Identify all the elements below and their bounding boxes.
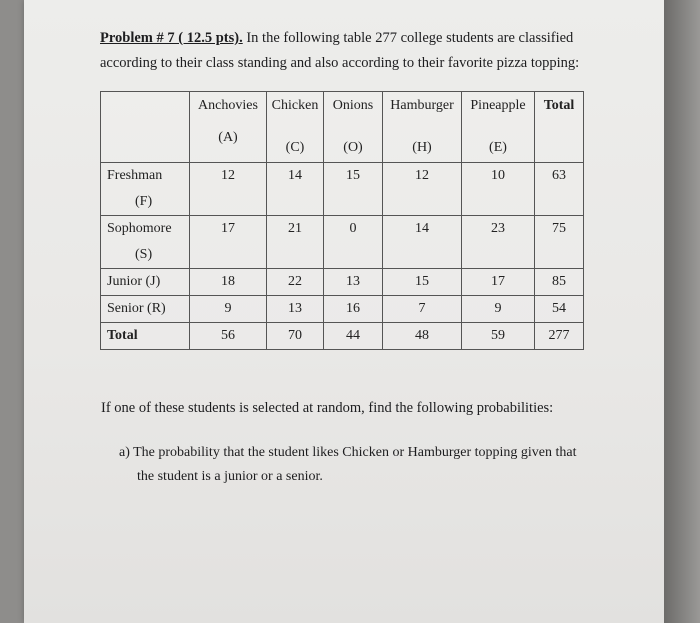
row-sophomore-abbr: (S) xyxy=(135,247,153,262)
row-total-name: Total xyxy=(107,328,138,343)
table-cell: 13 xyxy=(324,269,383,296)
header-chicken-name: Chicken xyxy=(271,98,319,113)
table-cell-grand-total: 277 xyxy=(535,323,584,350)
header-onions-name: Onions xyxy=(332,98,374,113)
table-cell: 48 xyxy=(383,323,462,350)
table-cell: 70 xyxy=(267,323,324,350)
question-a-text: a) The probability that the student likes Chicken or Hamburger topping given that the student is a junior or a senior. xyxy=(119,445,577,484)
table-cell-total: 75 xyxy=(535,216,584,269)
header-hamburger xyxy=(383,92,462,163)
row-freshman-name: Freshman xyxy=(107,168,163,183)
header-corner-cell xyxy=(101,92,190,163)
header-pineapple xyxy=(462,92,535,163)
table-row-senior xyxy=(101,296,584,323)
table-cell: 59 xyxy=(462,323,535,350)
row-junior-name: Junior (J) xyxy=(107,274,161,289)
table-cell: 17 xyxy=(462,269,535,296)
table-cell-total: 63 xyxy=(535,163,584,216)
row-label-total xyxy=(101,323,190,350)
header-anchovies-abbr: (A) xyxy=(218,130,238,145)
table-header-row xyxy=(101,92,584,163)
table-cell: 14 xyxy=(383,216,462,269)
header-onions xyxy=(324,92,383,163)
table-row-sophomore xyxy=(101,216,584,269)
table-row-junior xyxy=(101,269,584,296)
background-shadow xyxy=(664,0,700,623)
row-label-freshman xyxy=(101,163,190,216)
table-row-total xyxy=(101,323,584,350)
table-cell: 22 xyxy=(267,269,324,296)
questions-intro: If one of these students is selected at random, find the following probabilities: xyxy=(101,400,554,416)
table-cell: 14 xyxy=(267,163,324,216)
row-senior-name: Senior (R) xyxy=(107,301,166,316)
table-cell: 17 xyxy=(190,216,267,269)
header-pineapple-name: Pineapple xyxy=(470,98,526,113)
problem-intro-text: In the following table 277 college students are classified according to their class standing and also according to their favorite pizza topping: xyxy=(100,30,580,71)
header-chicken-abbr: (C) xyxy=(285,140,305,155)
table-cell: 18 xyxy=(190,269,267,296)
row-sophomore-name: Sophomore xyxy=(107,221,172,236)
problem-title: Problem # 7 ( 12.5 pts). xyxy=(100,30,243,46)
pizza-topping-table xyxy=(100,91,584,350)
table-cell: 13 xyxy=(267,296,324,323)
table-cell: 44 xyxy=(324,323,383,350)
table-cell: 15 xyxy=(383,269,462,296)
header-anchovies-name: Anchovies xyxy=(198,98,258,113)
problem-statement xyxy=(100,26,620,76)
header-hamburger-abbr: (H) xyxy=(412,140,432,155)
header-total-name: Total xyxy=(543,98,575,113)
table-cell: 56 xyxy=(190,323,267,350)
header-chicken xyxy=(267,92,324,163)
row-freshman-abbr: (F) xyxy=(135,194,153,209)
table-cell: 12 xyxy=(383,163,462,216)
table-cell: 23 xyxy=(462,216,535,269)
table-cell: 12 xyxy=(190,163,267,216)
header-onions-abbr: (O) xyxy=(343,140,363,155)
table-cell: 10 xyxy=(462,163,535,216)
question-a xyxy=(119,441,589,489)
row-label-sophomore xyxy=(101,216,190,269)
table-cell: 0 xyxy=(324,216,383,269)
header-hamburger-name: Hamburger xyxy=(390,98,454,113)
table-cell: 21 xyxy=(267,216,324,269)
table-cell-total: 54 xyxy=(535,296,584,323)
header-anchovies xyxy=(190,92,267,163)
table-cell: 9 xyxy=(462,296,535,323)
header-pineapple-abbr: (E) xyxy=(489,140,507,155)
table-row-freshman xyxy=(101,163,584,216)
table-cell: 15 xyxy=(324,163,383,216)
table-cell: 7 xyxy=(383,296,462,323)
table-cell: 16 xyxy=(324,296,383,323)
row-label-senior xyxy=(101,296,190,323)
table-cell: 9 xyxy=(190,296,267,323)
header-total xyxy=(535,92,584,163)
row-label-junior xyxy=(101,269,190,296)
table-cell-total: 85 xyxy=(535,269,584,296)
